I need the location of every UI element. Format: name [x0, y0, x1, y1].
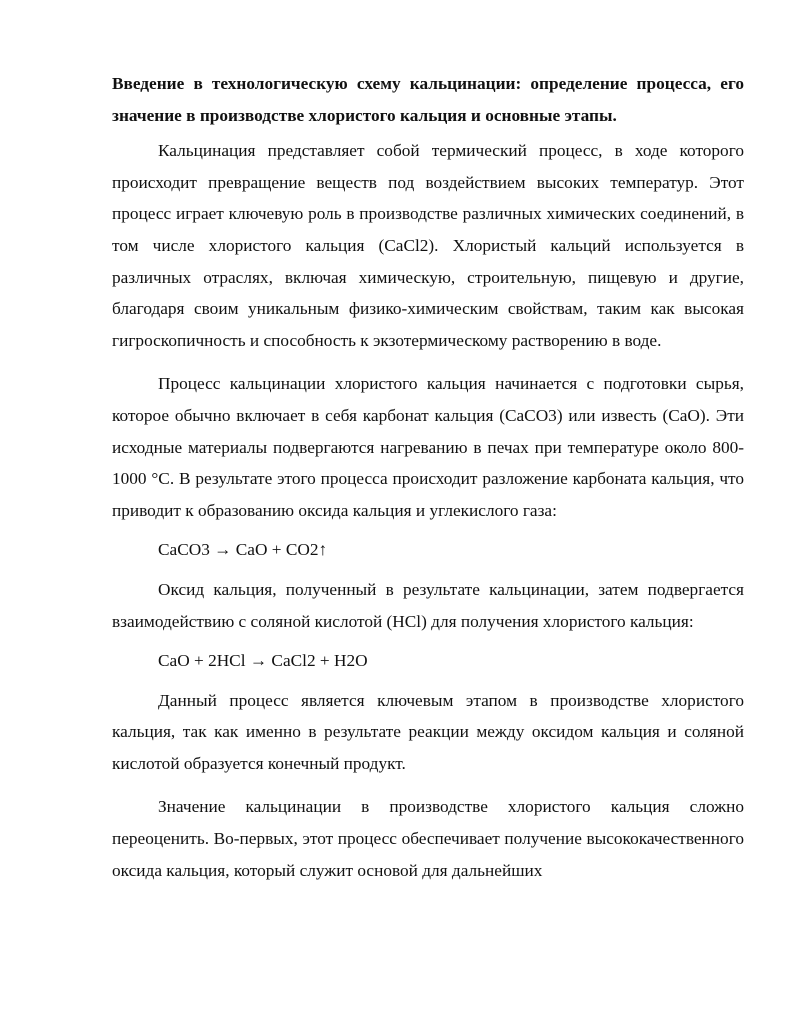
paragraph-key-stage: Данный процесс является ключевым этапом в производстве хлористого кальция, так как именно в результате реакции между оксидом кальция и соляной кислотой образуется конечный продукт.: [112, 690, 744, 773]
paragraph-calcination-definition: Кальцинация представляет собой термический процесс, в ходе которого происходит превращение веществ под воздействием высоких температур. Этот процесс играет ключевую роль в производстве различных химических соединений, в том числе хлористого кальция (CaCl2). Хлористый кальций используется в различных отраслях, включая химическую, строительную, пищевую и другие, благодаря своим уникальным физико-химическим свойствам, таким как высокая гигроскопичность и способность к экзотермическому растворению в воде.: [112, 141, 744, 350]
paragraph-raw-materials: Процесс кальцинации хлористого кальция начинается с подготовки сырья, которое обычно включает в себя карбонат кальция (CaCO3) или известь (CaO). Эти исходные материалы подвергаются нагреванию в печах при температуре около 800-1000 °С. В результате этого процесса происходит разложение карбоната кальция, что приводит к образованию оксида кальция и углекислого газа:: [112, 374, 744, 520]
paragraph-significance: Значение кальцинации в производстве хлористого кальция сложно переоценить. Во-первых, этот процесс обеспечивает получение высококачественного оксида кальция, который служит основой для дальнейших: [112, 797, 744, 880]
document-heading: Введение в технологическую схему кальцинации: определение процесса, его значение в производстве хлористого кальция и основные этапы.: [112, 74, 744, 125]
paragraph-oxide-reaction: Оксид кальция, полученный в результате кальцинации, затем подвергается взаимодействию с соляной кислотой (HCl) для получения хлористого кальция:: [112, 579, 744, 631]
equation-decomposition: CaCO3 → CaO + CO2↑: [158, 540, 328, 560]
equation-chloride-formation: CaO + 2HCl → CaCl2 + H2O: [158, 651, 368, 671]
document-page: [112, 68, 744, 886]
